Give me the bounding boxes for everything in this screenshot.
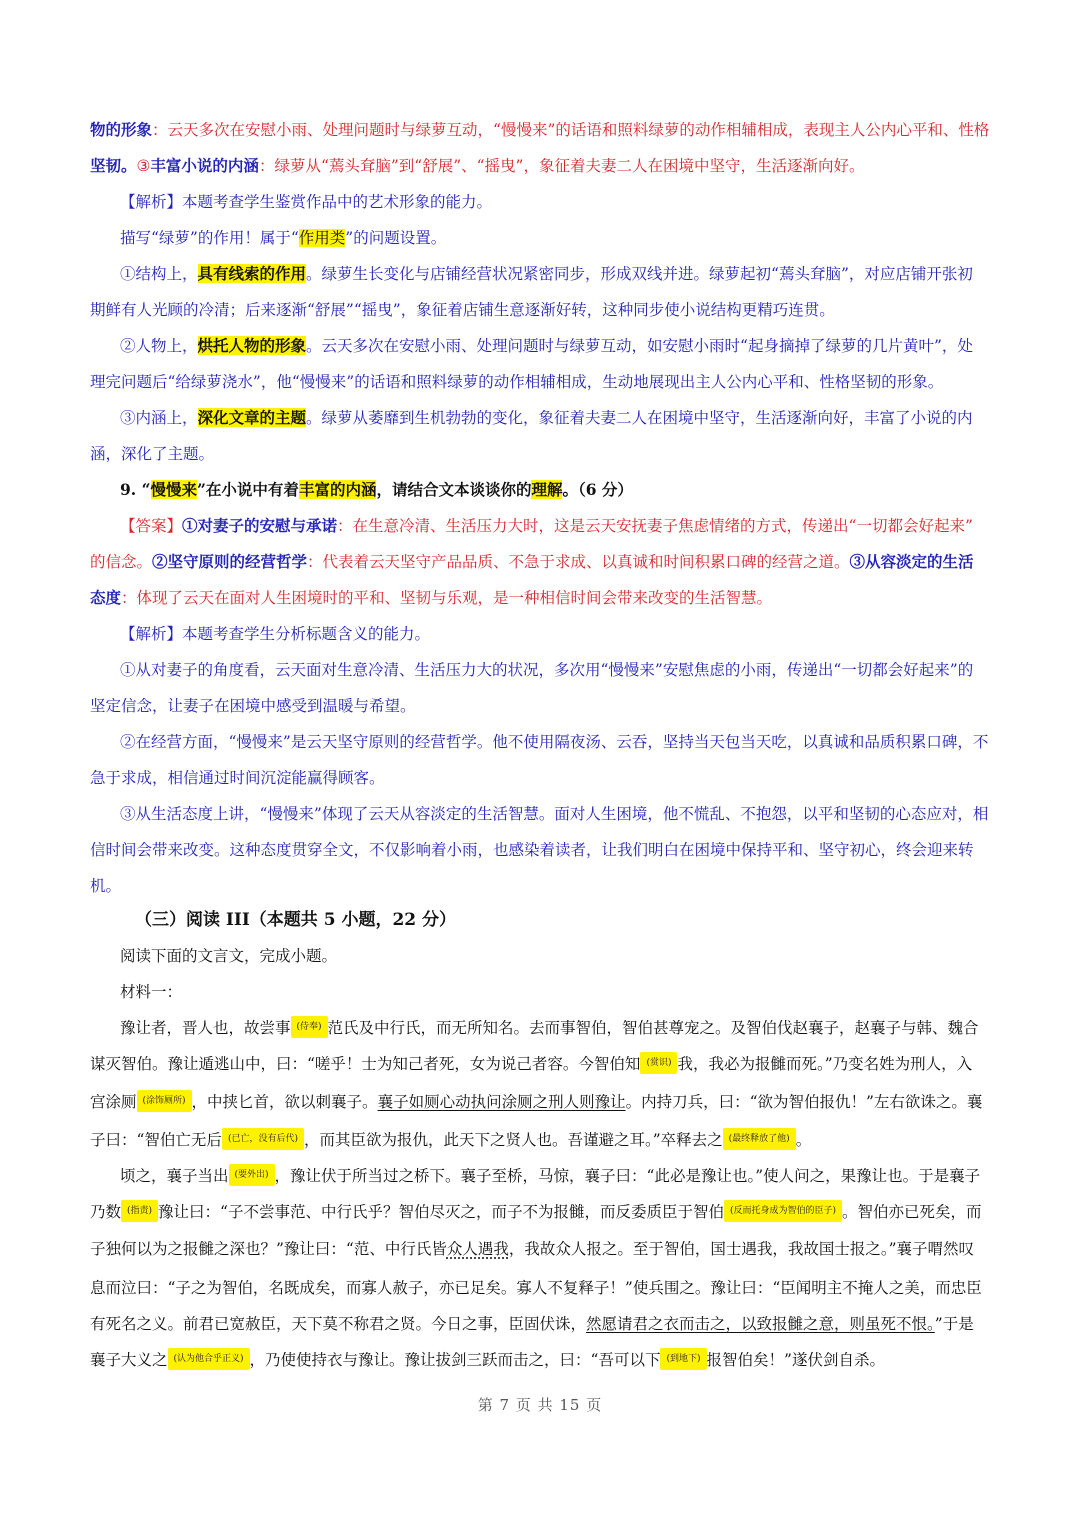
classical-text: 乃数 xyxy=(90,1203,122,1221)
classical-text: 子曰：“智伯亡无后 xyxy=(90,1131,222,1149)
instruction-text: 阅读下面的文言文，完成小题。 xyxy=(120,947,338,965)
classical-text: 报智伯矣！”遂伏剑自杀。 xyxy=(706,1351,885,1369)
classical-text: ，乃使使持衣与豫让。豫让拔剑三跃而击之，曰：“吾可以下 xyxy=(249,1351,661,1369)
classical-text-line xyxy=(90,1046,990,1082)
answer-label: 【答案】 xyxy=(120,517,183,535)
underlined-sentence: 襄子如厕心动执问涂厕之刑人则豫让 xyxy=(377,1093,626,1111)
question-text: ”在小说中有着 xyxy=(197,480,299,499)
highlight-keyword: 具有线索的作用 xyxy=(197,264,307,283)
analysis-text: 坚定信念，让妻子在困境中感受到温暖与希望。 xyxy=(90,697,416,715)
answer-point-label: 坚韧。 xyxy=(90,156,137,175)
question-text: 9. “ xyxy=(120,480,151,499)
classical-text: 襄子大义之 xyxy=(90,1351,168,1369)
analysis-text: 。云天多次在安慰小雨、处理问题时与绿萝互动，如安慰小雨时“起身摘掉了绿萝的几片黄叶”，处 xyxy=(306,337,973,355)
analysis-text: 急于求成，相信通过时间沉淀能赢得顾客。 xyxy=(90,769,385,787)
classical-text: 范氏及中行氏，而无所知名。去而事智伯，智伯甚尊宠之。及智伯伐赵襄子，赵襄子与韩、魏合 xyxy=(327,1019,979,1037)
classical-text-line xyxy=(90,1122,990,1158)
analysis-text: ③从生活态度上讲，“慢慢来”体现了云天从容淡定的生活智慧。面对人生困境，他不慌乱、不抱怨，以平和坚韧的心态应对，相 xyxy=(120,805,989,823)
analysis-text: 。绿萝生长变化与店铺经营状况紧密同步，形成双线并进。绿萝起初“蔫头耷脑”，对应店铺开张初 xyxy=(306,265,973,283)
analysis-text: 描写“绿萝”的作用！属于“ xyxy=(120,229,299,247)
annotation-note: (最终释放了他) xyxy=(723,1128,796,1150)
classical-text: 宫涂厕 xyxy=(90,1093,137,1111)
classical-text: ，中挟匕首，欲以刺襄子。 xyxy=(191,1093,378,1111)
question-text: ，请结合文本谈谈你的 xyxy=(376,480,532,499)
classical-text: 谋灭智伯。豫让遁逃山中，曰：“嗟乎！士为知己者死，女为说己者容。今智伯知 xyxy=(90,1055,641,1073)
annotation-note: (要外出) xyxy=(229,1164,275,1186)
highlight-keyword: 丰富的内涵 xyxy=(298,480,377,499)
analysis-heading xyxy=(120,184,990,220)
classical-text: 豫让曰：“子不尝事范、中行氏乎？智伯尽灭之，而子不为报雠，而反委质臣于智伯 xyxy=(158,1203,724,1221)
annotation-note: (已亡，没有后代) xyxy=(222,1128,304,1150)
classical-text: ”于是 xyxy=(934,1315,974,1333)
analysis-line xyxy=(90,688,990,724)
answer-line xyxy=(90,544,990,580)
analysis-line xyxy=(120,796,990,832)
analysis-text: ②人物上， xyxy=(120,337,198,355)
annotation-note: (到地下) xyxy=(660,1348,706,1370)
classical-text-line xyxy=(90,1342,990,1378)
answer-point-label: ②坚守原则的经营哲学 xyxy=(152,552,308,571)
analysis-heading xyxy=(120,616,990,652)
classical-text-line xyxy=(90,1231,990,1267)
annotation-note: (指责) xyxy=(121,1200,158,1222)
analysis-line xyxy=(90,832,990,868)
analysis-line xyxy=(90,436,990,472)
analysis-text: ①结构上， xyxy=(120,265,198,283)
analysis-text: 理完问题后“给绿萝浇水”，他“慢慢来”的话语和照料绿萝的动作相辅相成，生动地展现出主人公内心平和、性格坚韧的形象。 xyxy=(90,373,944,391)
page-number-footer: 第 7 页 共 15 页 xyxy=(477,1396,603,1414)
analysis-text: 【解析】本题考查学生分析标题含义的能力。 xyxy=(120,625,431,643)
annotation-note: (赏识) xyxy=(640,1052,677,1074)
highlight-keyword: 慢慢来 xyxy=(150,480,198,499)
analysis-text: 。绿萝从萎靡到生机勃勃的变化，象征着夫妻二人在困境中坚守，生活逐渐向好，丰富了小说的内 xyxy=(306,409,973,427)
classical-text-line xyxy=(90,1270,990,1306)
analysis-line xyxy=(120,400,990,436)
question-9 xyxy=(120,472,990,508)
answer-line-2 xyxy=(90,148,990,184)
answer-point-label: 丰富小说的内涵 xyxy=(150,156,259,175)
annotation-note: (认为他合乎正义) xyxy=(168,1348,250,1370)
analysis-text: 信时间会带来改变。这种态度贯穿全文，不仅影响着小雨，也感染着读者，让我们明白在困境中保持平和、坚守初心，终会迎来转 xyxy=(90,841,974,859)
classical-text-line xyxy=(120,1158,990,1194)
answer-point-label: 物的形象 xyxy=(90,120,153,139)
answer-text: ：代表着云天坚守产品品质、不急于求成、以真诚和时间积累口碑的经营之道。 xyxy=(307,553,850,571)
answer-text: ：绿萝从“蔫头耷脑”到“舒展”、“摇曳”，象征着夫妻二人在困境中坚守，生活逐渐向好。 xyxy=(258,157,865,175)
answer-line xyxy=(120,508,990,544)
material-label xyxy=(120,974,990,1010)
classical-text-line xyxy=(120,1010,990,1046)
answer-text: 的信念。 xyxy=(90,553,153,571)
analysis-line xyxy=(90,760,990,796)
analysis-line xyxy=(120,256,990,292)
answer-point-label: 态度 xyxy=(90,588,122,607)
analysis-text: 期鲜有人光顾的冷清；后来逐渐“舒展”“摇曳”，象征着店铺生意逐渐好转，这种同步使小说结构更精巧连贯。 xyxy=(90,301,835,319)
answer-line xyxy=(90,580,990,616)
annotation-note: (反而托身成为智伯的臣子) xyxy=(724,1200,842,1222)
classical-text: 。 xyxy=(795,1131,812,1149)
highlight-keyword: 作用类 xyxy=(298,229,346,247)
answer-point-label: ①对妻子的安慰与承诺 xyxy=(182,516,338,535)
answer-number: ③ xyxy=(136,157,151,175)
highlight-keyword: 烘托人物的形象 xyxy=(197,336,307,355)
classical-text: 。智伯亦已死矣，而 xyxy=(842,1203,982,1221)
analysis-line xyxy=(120,652,990,688)
analysis-text: ②在经营方面，“慢慢来”是云天坚守原则的经营哲学。他不使用隔夜汤、云吞，坚持当天包当天吃，以真诚和品质积累口碑，不 xyxy=(120,733,989,751)
analysis-line xyxy=(120,220,990,256)
analysis-line xyxy=(120,724,990,760)
classical-text: 有死名之义。前君已宽赦臣，天下莫不称君之贤。今日之事，臣固伏诛， xyxy=(90,1315,587,1333)
underlined-sentence: 然愿请君之衣而击之，以致报雠之意，则虽死不恨。 xyxy=(586,1315,935,1333)
classical-text: 豫让者，晋人也，故尝事 xyxy=(120,1019,291,1037)
answer-text: ：在生意冷清、生活压力大时，这是云天安抚妻子焦虑情绪的方式，传递出“一切都会好起来” xyxy=(337,517,973,535)
analysis-line xyxy=(90,364,990,400)
answer-text: ：体现了云天在面对人生困境时的平和、坚韧与乐观，是一种相信时间会带来改变的生活智慧。 xyxy=(121,589,773,607)
analysis-text: ①从对妻子的角度看，云天面对生意冷清、生活压力大的状况，多次用“慢慢来”安慰焦虑的小雨，传递出“一切都会好起来”的 xyxy=(120,661,974,679)
analysis-line xyxy=(120,328,990,364)
classical-text-line xyxy=(90,1194,990,1230)
analysis-text: ③内涵上， xyxy=(120,409,198,427)
section-title: （三）阅读 III（本题共 5 小题，22 分） xyxy=(135,910,457,930)
classical-text: 子独何以为之报雠之深也？”豫让曰：“范、中行氏皆 xyxy=(90,1240,447,1258)
annotation-note: (涂饰厕所) xyxy=(137,1090,192,1112)
answer-text: ：云天多次在安慰小雨、处理问题时与绿萝互动，“慢慢来”的话语和照料绿萝的动作相辅相成，表现主人公内心平和、性格 xyxy=(152,121,990,139)
classical-text: 顷之，襄子当出 xyxy=(120,1167,229,1185)
dotted-phrase: 众人遇我 xyxy=(446,1240,509,1258)
classical-text: ，而其臣欲为报仇，此天下之贤人也。吾谨避之耳。”卒释去之 xyxy=(303,1131,723,1149)
highlight-keyword: 深化文章的主题 xyxy=(197,408,307,427)
material-label-text: 材料一： xyxy=(120,983,183,1001)
analysis-line xyxy=(90,292,990,328)
question-score: 。（6 分） xyxy=(562,480,633,499)
classical-text: 我，我必为报雠而死。”乃变名姓为刑人，入 xyxy=(677,1055,973,1073)
highlight-keyword: 理解 xyxy=(531,480,563,499)
annotation-note: (侍奉) xyxy=(291,1016,328,1038)
classical-text: 息而泣曰：“子之为智伯，名既成矣，而寡人赦子，亦已足矣。寡人不复释子！”使兵围之。豫让曰：“臣闻明主不掩人之美，而忠臣 xyxy=(90,1279,982,1297)
analysis-text: 机。 xyxy=(90,877,122,895)
analysis-text: 【解析】本题考查学生鉴赏作品中的艺术形象的能力。 xyxy=(120,193,493,211)
answer-point-label: ③从容淡定的生活 xyxy=(849,552,974,571)
instruction-line xyxy=(120,938,990,974)
analysis-text: ”的问题设置。 xyxy=(345,229,447,247)
answer-line-1 xyxy=(90,112,990,148)
classical-text: 。内持刀兵，曰：“欲为智伯报仇！”左右欲诛之。襄 xyxy=(625,1093,983,1111)
analysis-line xyxy=(90,868,990,904)
classical-text-line xyxy=(90,1084,990,1120)
analysis-text: 涵，深化了主题。 xyxy=(90,445,215,463)
classical-text-line xyxy=(90,1306,990,1342)
classical-text: ，豫让伏于所当过之桥下。襄子至桥，马惊，襄子曰：“此必是豫让也。”使人问之，果豫让也。于是襄子 xyxy=(274,1167,981,1185)
classical-text: ，我故众人报之。至于智伯，国士遇我，我故国士报之。”襄子喟然叹 xyxy=(508,1240,975,1258)
